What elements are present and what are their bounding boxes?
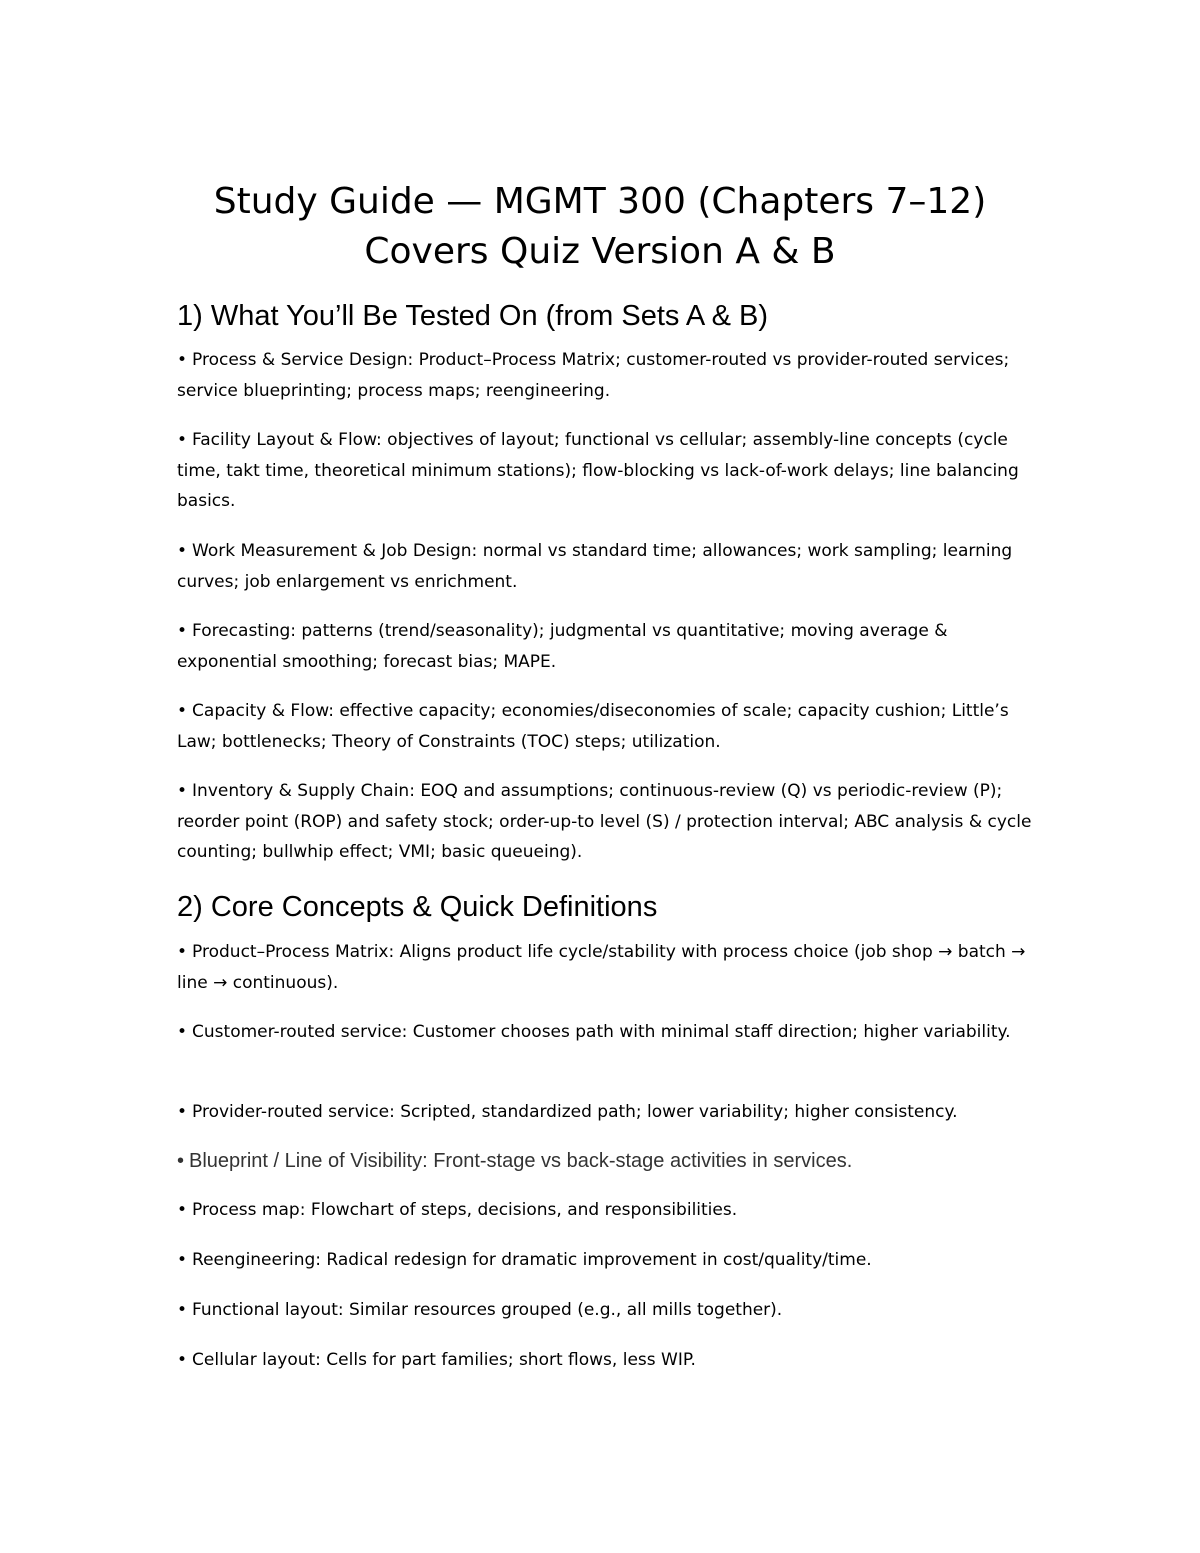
bullet-icon: • — [177, 1300, 188, 1320]
list-item-text: Blueprint / Line of Visibility: Front-stage vs back-stage activities in services. — [189, 1150, 853, 1172]
section-heading-tested-on: 1) What You’ll Be Tested On (from Sets A & B) — [177, 300, 769, 332]
bullet-icon: • — [177, 1102, 188, 1122]
bullet-icon: • — [177, 701, 188, 721]
list-item-text: Product–Process Matrix: Aligns product life cycle/stability with process choice (job shop → batch → line → continuous). — [177, 942, 1026, 993]
bullet-icon: • — [177, 1200, 188, 1220]
list-item — [177, 937, 1037, 998]
list-item — [177, 345, 1037, 406]
list-item-text: Provider-routed service: Scripted, standardized path; lower variability; higher consistency. — [192, 1102, 958, 1122]
list-item — [177, 1017, 1037, 1048]
list-item-text: Cellular layout: Cells for part families; short flows, less WIP. — [192, 1350, 696, 1370]
document-title: Study Guide — MGMT 300 (Chapters 7–12) — [213, 181, 987, 222]
list-item — [177, 1295, 1037, 1326]
list-item — [177, 1097, 1037, 1128]
list-item-text: Process & Service Design: Product–Process Matrix; customer-routed vs provider-routed services; service blueprinting; process maps; reengineering. — [177, 350, 1010, 401]
bullet-icon: • — [177, 1022, 188, 1042]
list-item-text: Forecasting: patterns (trend/seasonality); judgmental vs quantitative; moving average & exponential smoothing; forecast bias; MAPE. — [177, 621, 948, 672]
list-item-text: Inventory & Supply Chain: EOQ and assumptions; continuous-review (Q) vs periodic-review (P); reorder point (ROP) and safety stock; order-up-to level (S) / protection interval; ABC analysis & cycle counting; bullwhip effect; VMI; basic queueing). — [177, 781, 1032, 862]
bullet-icon: • — [177, 621, 188, 641]
bullet-icon: • — [177, 1350, 188, 1370]
list-item — [177, 776, 1037, 868]
list-item — [177, 1195, 1037, 1226]
list-item-text: Work Measurement & Job Design: normal vs standard time; allowances; work sampling; learning curves; job enlargement vs enrichment. — [177, 541, 1013, 592]
bullet-icon: • — [177, 1250, 188, 1270]
list-item — [177, 616, 1037, 677]
list-item — [177, 696, 1037, 757]
bullet-icon: • — [177, 541, 188, 561]
list-item — [177, 1245, 1037, 1276]
list-item — [177, 425, 1037, 517]
list-item-text: Facility Layout & Flow: objectives of layout; functional vs cellular; assembly-line concepts (cycle time, takt time, theoretical minimum stations); flow-blocking vs lack-of-work delays; line balancing basics. — [177, 430, 1019, 511]
bullet-icon: • — [177, 942, 188, 962]
bullet-icon: • — [177, 781, 188, 801]
section-heading-core-concepts: 2) Core Concepts & Quick Definitions — [177, 891, 658, 923]
document-subtitle: Covers Quiz Version A & B — [364, 231, 836, 272]
bullet-icon: • — [177, 350, 188, 370]
bullet-icon: • — [177, 1150, 185, 1172]
list-item-text: Functional layout: Similar resources grouped (e.g., all mills together). — [192, 1300, 783, 1320]
bullet-icon: • — [177, 430, 188, 450]
list-item — [177, 1146, 1037, 1177]
list-item — [177, 536, 1037, 597]
list-item — [177, 1345, 1037, 1376]
list-item-text: Process map: Flowchart of steps, decisions, and responsibilities. — [192, 1200, 738, 1220]
list-item-text: Reengineering: Radical redesign for dramatic improvement in cost/quality/time. — [192, 1250, 872, 1270]
list-item-text: Customer-routed service: Customer chooses path with minimal staff direction; higher variability. — [192, 1022, 1011, 1042]
list-item-text: Capacity & Flow: effective capacity; economies/diseconomies of scale; capacity cushion; Little’s Law; bottlenecks; Theory of Constraints (TOC) steps; utilization. — [177, 701, 1009, 752]
